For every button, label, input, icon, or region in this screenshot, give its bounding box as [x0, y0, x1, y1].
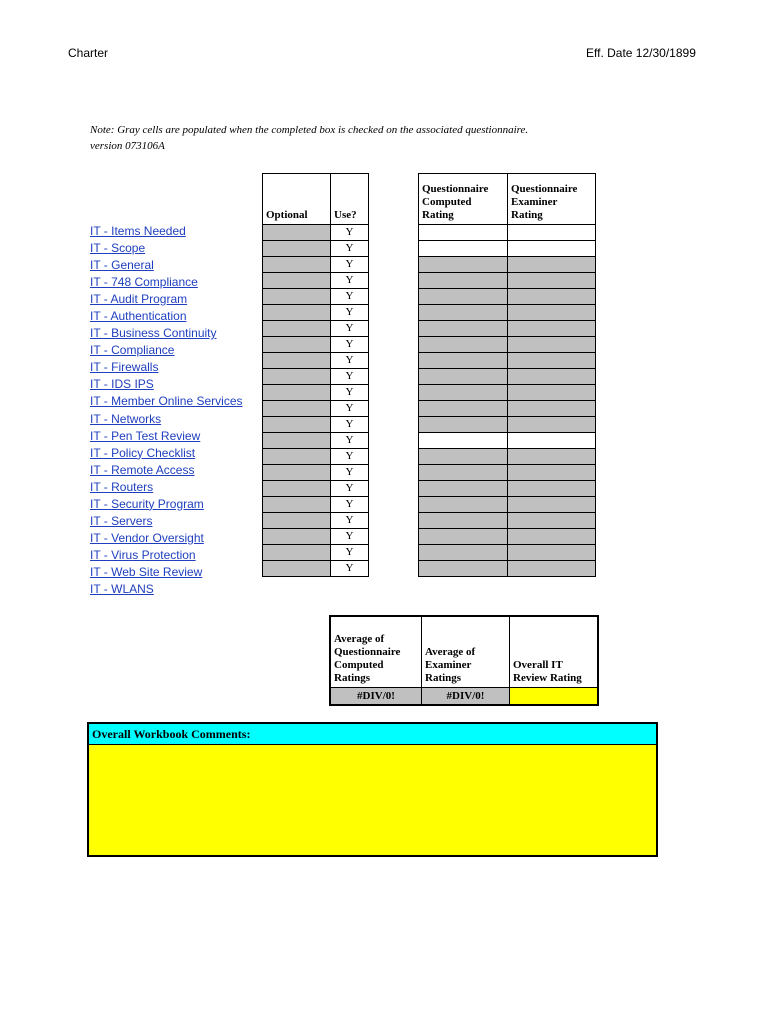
optional-cell[interactable] [263, 401, 331, 417]
examiner-rating-cell [508, 257, 596, 273]
summary-ratings-table [329, 615, 599, 706]
computed-rating-cell [419, 321, 508, 337]
optional-cell[interactable] [263, 369, 331, 385]
avg-computed-line: Ratings [334, 672, 371, 684]
questionnaire-link[interactable]: IT - Items Needed [90, 224, 186, 238]
table-row [263, 417, 369, 433]
overall-rating-header [510, 616, 599, 688]
computed-rating-cell [419, 449, 508, 465]
table-row [263, 561, 369, 577]
questionnaire-link[interactable]: IT - Audit Program [90, 292, 188, 307]
examiner-header-line: Rating [511, 209, 543, 221]
questionnaire-rating-table [418, 173, 596, 577]
overall-rating-line: Overall IT [513, 659, 563, 671]
computed-rating-cell [419, 401, 508, 417]
optional-cell[interactable] [263, 305, 331, 321]
header-effective-date: Eff. Date 12/30/1899 [586, 46, 696, 60]
examiner-rating-cell [508, 417, 596, 433]
table-row [263, 353, 369, 369]
examiner-rating-cell [508, 481, 596, 497]
examiner-rating-cell [508, 401, 596, 417]
table-row [263, 401, 369, 417]
computed-rating-header [419, 174, 508, 225]
questionnaire-link[interactable]: IT - Member Online Services [90, 394, 243, 409]
use-cell[interactable]: Y [331, 481, 369, 497]
optional-cell[interactable] [263, 337, 331, 353]
table-row [263, 465, 369, 481]
table-row [263, 369, 369, 385]
computed-header-line: Computed [422, 196, 472, 208]
use-cell[interactable]: Y [331, 561, 369, 577]
questionnaire-link[interactable]: IT - Security Program [90, 496, 204, 511]
table-row [263, 497, 369, 513]
questionnaire-link[interactable]: IT - 748 Compliance [90, 275, 198, 290]
computed-header-line: Rating [422, 209, 454, 221]
table-row [263, 273, 369, 289]
use-cell[interactable]: Y [331, 545, 369, 561]
examiner-rating-cell [508, 529, 596, 545]
examiner-rating-cell [508, 545, 596, 561]
examiner-rating-header [508, 174, 596, 225]
optional-cell[interactable] [263, 257, 331, 273]
use-cell[interactable]: Y [331, 433, 369, 449]
optional-cell[interactable] [263, 289, 331, 305]
use-cell[interactable]: Y [331, 465, 369, 481]
table-row [419, 369, 596, 385]
examiner-rating-cell [508, 353, 596, 369]
examiner-rating-cell [508, 289, 596, 305]
questionnaire-link[interactable]: IT - Business Continuity [90, 326, 217, 341]
computed-rating-cell [419, 289, 508, 305]
optional-cell[interactable] [263, 465, 331, 481]
questionnaire-link[interactable]: IT - Policy Checklist [90, 445, 196, 460]
use-cell[interactable]: Y [331, 241, 369, 257]
computed-rating-cell [419, 561, 508, 577]
avg-computed-line: Average of [334, 633, 385, 645]
use-cell[interactable]: Y [331, 513, 369, 529]
optional-cell[interactable] [263, 417, 331, 433]
overall-comments-title: Overall Workbook Comments: [89, 724, 656, 745]
table-row [263, 481, 369, 497]
use-cell[interactable]: Y [331, 369, 369, 385]
optional-cell[interactable] [263, 433, 331, 449]
overall-comments-box [87, 722, 658, 857]
table-row [263, 513, 369, 529]
table-row [263, 385, 369, 401]
questionnaire-link[interactable]: IT - Authentication [90, 309, 187, 324]
table-row [263, 321, 369, 337]
questionnaire-link[interactable]: IT - Web Site Review [90, 564, 203, 579]
use-cell[interactable]: Y [331, 289, 369, 305]
use-cell[interactable]: Y [331, 321, 369, 337]
use-cell[interactable]: Y [331, 353, 369, 369]
table-row [419, 241, 596, 257]
avg-examiner-header [422, 616, 510, 688]
optional-cell[interactable] [263, 497, 331, 513]
questionnaire-link[interactable]: IT - Scope [90, 241, 146, 256]
table-row [419, 529, 596, 545]
use-cell[interactable]: Y [331, 385, 369, 401]
avg-computed-line: Questionnaire [334, 646, 401, 658]
overall-comments-body[interactable] [89, 745, 656, 855]
use-cell[interactable]: Y [331, 273, 369, 289]
use-cell[interactable]: Y [331, 225, 369, 241]
table-row [263, 241, 369, 257]
table-row [419, 433, 596, 449]
table-row [419, 305, 596, 321]
questionnaire-link[interactable]: IT - Servers [90, 513, 153, 528]
table-row [263, 225, 369, 241]
table-row [419, 449, 596, 465]
avg-examiner-line: Examiner [425, 659, 472, 671]
questionnaire-link[interactable]: IT - Pen Test Review [90, 428, 201, 443]
computed-rating-cell [419, 513, 508, 529]
examiner-rating-cell [508, 561, 596, 577]
examiner-rating-cell [508, 305, 596, 321]
header-charter: Charter [68, 46, 109, 60]
table-row [419, 497, 596, 513]
computed-header-line: Questionnaire [422, 183, 489, 195]
questionnaire-link[interactable]: IT - Remote Access [90, 462, 195, 477]
optional-cell[interactable] [263, 321, 331, 337]
table-row [419, 561, 596, 577]
examiner-header-line: Questionnaire [511, 183, 578, 195]
examiner-rating-cell [508, 321, 596, 337]
table-row [263, 289, 369, 305]
questionnaire-link[interactable]: IT - Compliance [90, 343, 175, 358]
table-row [419, 417, 596, 433]
computed-rating-cell [419, 273, 508, 289]
computed-rating-cell[interactable] [419, 241, 508, 257]
computed-rating-cell [419, 353, 508, 369]
questionnaire-link[interactable]: IT - Virus Protection [90, 547, 196, 562]
computed-rating-cell [419, 545, 508, 561]
examiner-rating-cell [508, 513, 596, 529]
optional-cell[interactable] [263, 481, 331, 497]
optional-cell[interactable] [263, 225, 331, 241]
use-cell[interactable]: Y [331, 529, 369, 545]
note-line-1: Note: Gray cells are populated when the completed box is checked on the associated questionnaire. [90, 124, 529, 136]
table-row [419, 353, 596, 369]
table-row [419, 401, 596, 417]
optional-cell[interactable] [263, 513, 331, 529]
table-row [419, 545, 596, 561]
table-row [263, 257, 369, 273]
avg-examiner-value: #DIV/0! [422, 688, 510, 706]
optional-cell[interactable] [263, 449, 331, 465]
use-cell[interactable]: Y [331, 417, 369, 433]
examiner-rating-cell [508, 465, 596, 481]
table-row [419, 337, 596, 353]
note-line-2: version 073106A [90, 140, 165, 152]
examiner-rating-cell [508, 497, 596, 513]
computed-rating-cell [419, 305, 508, 321]
computed-rating-cell [419, 497, 508, 513]
optional-cell[interactable] [263, 241, 331, 257]
examiner-rating-cell [508, 385, 596, 401]
table-row [419, 465, 596, 481]
questionnaire-link[interactable]: IT - IDS IPS [90, 377, 154, 392]
questionnaire-link[interactable]: IT - Vendor Oversight [90, 530, 204, 545]
questionnaire-link[interactable]: IT - WLANS [90, 581, 154, 596]
questionnaire-link[interactable]: IT - Routers [90, 479, 154, 494]
examiner-header-line: Examiner [511, 196, 558, 208]
computed-rating-cell [419, 257, 508, 273]
optional-cell[interactable] [263, 273, 331, 289]
avg-computed-value: #DIV/0! [330, 688, 422, 706]
use-cell[interactable]: Y [331, 305, 369, 321]
overall-rating-input[interactable] [510, 688, 599, 706]
table-row [263, 305, 369, 321]
computed-rating-cell[interactable] [419, 225, 508, 241]
computed-rating-cell [419, 481, 508, 497]
table-row [263, 529, 369, 545]
examiner-rating-cell [508, 369, 596, 385]
examiner-rating-cell[interactable] [508, 433, 596, 449]
table-row [419, 513, 596, 529]
table-row [263, 433, 369, 449]
avg-examiner-line: Average of [425, 646, 476, 658]
use-cell[interactable]: Y [331, 497, 369, 513]
questionnaire-link[interactable]: IT - Firewalls [90, 360, 159, 375]
optional-cell[interactable] [263, 529, 331, 545]
note-text [90, 122, 528, 154]
examiner-rating-cell [508, 337, 596, 353]
examiner-rating-cell [508, 449, 596, 465]
overall-rating-line: Review Rating [513, 672, 582, 684]
optional-cell[interactable] [263, 545, 331, 561]
questionnaire-link[interactable]: IT - General [90, 258, 154, 273]
examiner-rating-cell[interactable] [508, 241, 596, 257]
computed-rating-cell [419, 465, 508, 481]
avg-computed-line: Computed [334, 659, 384, 671]
table-row [419, 257, 596, 273]
use-cell[interactable]: Y [331, 337, 369, 353]
avg-examiner-line: Ratings [425, 672, 462, 684]
optional-column-header: Optional [263, 174, 331, 225]
computed-rating-cell [419, 417, 508, 433]
computed-rating-cell [419, 529, 508, 545]
table-row [419, 321, 596, 337]
questionnaire-link-list [90, 224, 243, 599]
computed-rating-cell[interactable] [419, 433, 508, 449]
table-row [419, 273, 596, 289]
table-row [419, 225, 596, 241]
use-cell[interactable]: Y [331, 449, 369, 465]
computed-rating-cell [419, 385, 508, 401]
optional-use-table [262, 173, 369, 577]
use-cell[interactable]: Y [331, 257, 369, 273]
examiner-rating-cell [508, 273, 596, 289]
questionnaire-link[interactable]: IT - Networks [90, 411, 162, 426]
table-row [419, 385, 596, 401]
optional-cell[interactable] [263, 561, 331, 577]
table-row [419, 481, 596, 497]
use-cell[interactable]: Y [331, 401, 369, 417]
table-row [263, 545, 369, 561]
table-row [263, 449, 369, 465]
optional-cell[interactable] [263, 385, 331, 401]
examiner-rating-cell[interactable] [508, 225, 596, 241]
computed-rating-cell [419, 369, 508, 385]
use-column-header: Use? [331, 174, 369, 225]
avg-computed-header [330, 616, 422, 688]
table-row [263, 337, 369, 353]
computed-rating-cell [419, 337, 508, 353]
table-row [419, 289, 596, 305]
optional-cell[interactable] [263, 353, 331, 369]
